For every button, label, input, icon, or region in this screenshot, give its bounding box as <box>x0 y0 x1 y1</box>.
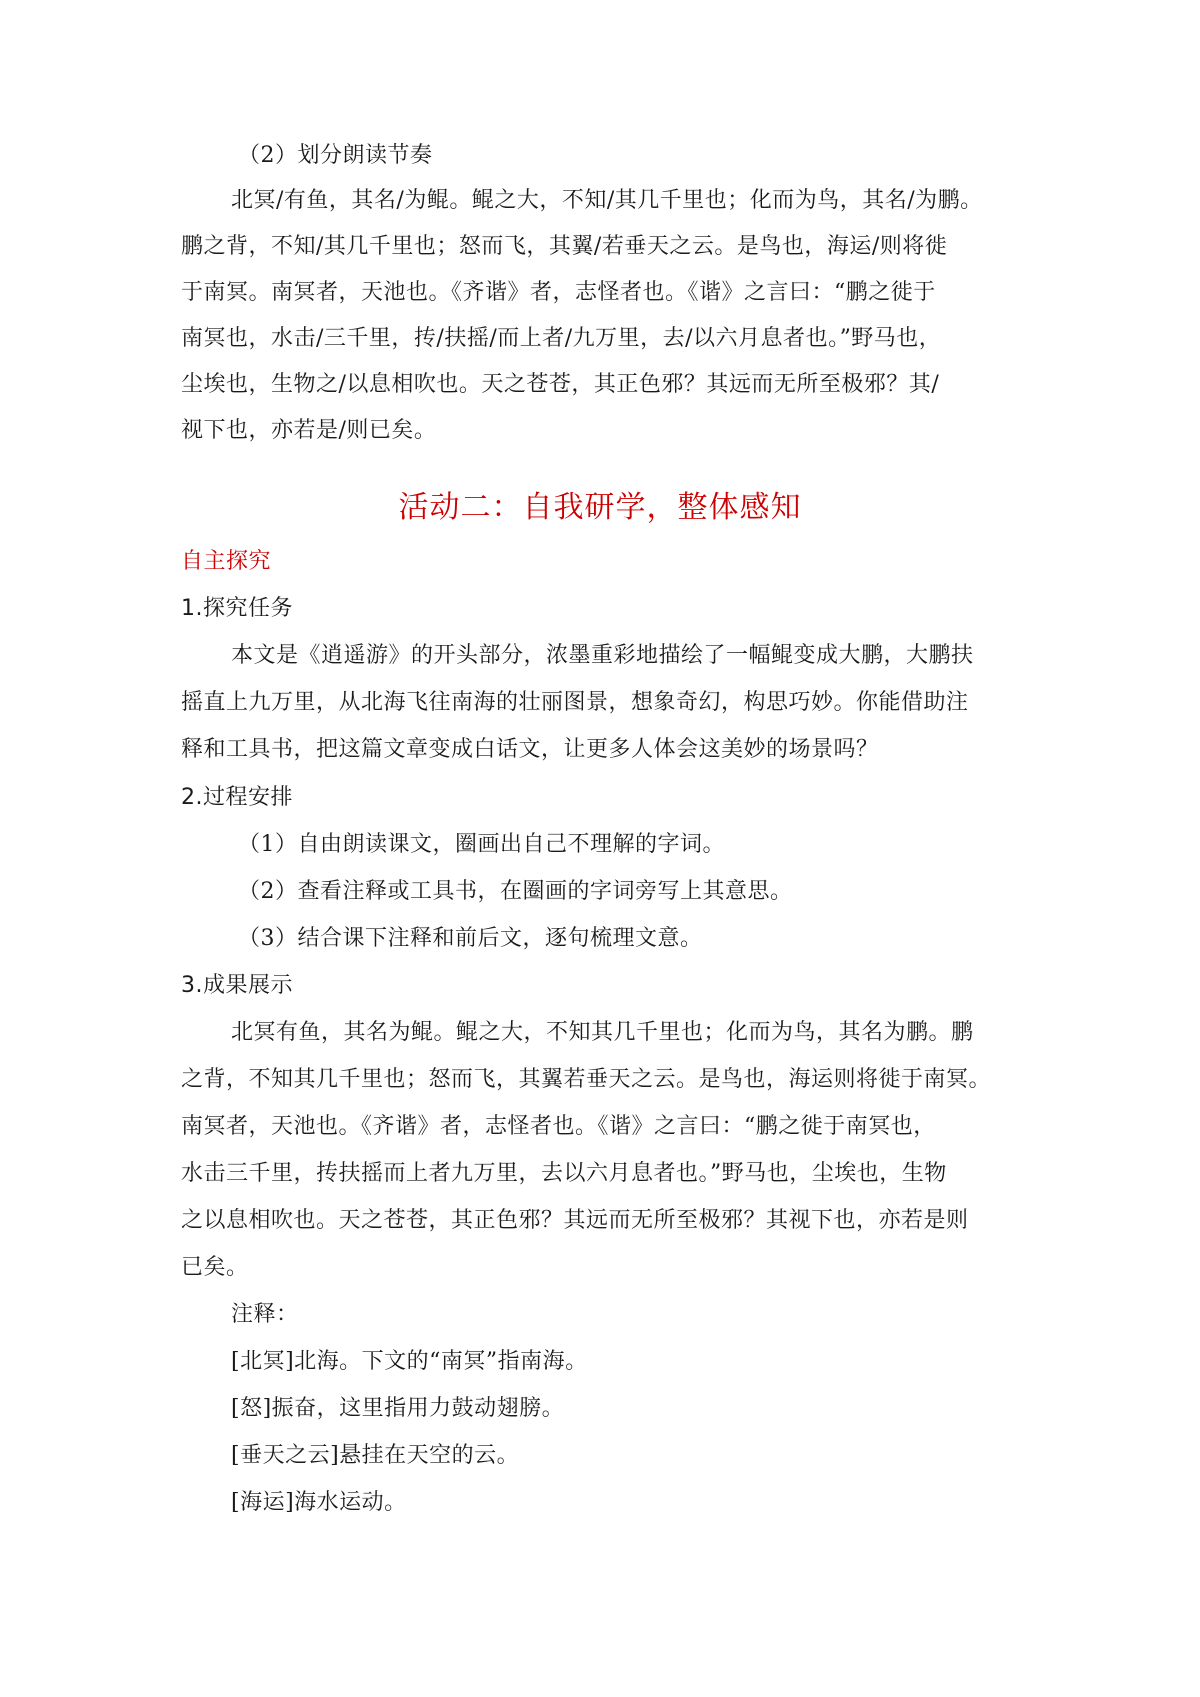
results-line: 已矣。 <box>181 1255 249 1280</box>
activity-title: 活动二：自我研学，整体感知 <box>398 490 802 525</box>
rhythm-line: 视下也，亦若是/则已矣。 <box>181 418 437 443</box>
results-line: 水击三千里，抟扶摇而上者九万里，去以六月息者也。”野马也，尘埃也，生物 <box>181 1161 947 1186</box>
rhythm-line: 于南冥。南冥者，天池也。《齐谐》者，志怪者也。《谐》之言曰：“鹏之徙于 <box>181 280 936 305</box>
process-step: （3）结合课下注释和前后文，逐句梳理文意。 <box>238 926 703 951</box>
results-line: 北冥有鱼，其名为鲲。鲲之大，不知其几千里也；化而为鸟，其名为鹏。鹏 <box>231 1020 974 1045</box>
results-heading: 3.成果展示 <box>181 973 293 998</box>
process-step: （1）自由朗读课文，圈画出自己不理解的字词。 <box>238 832 725 857</box>
results-line: 南冥者，天池也。《齐谐》者，志怪者也。《谐》之言曰：“鹏之徙于南冥也， <box>181 1114 936 1139</box>
task-line: 本文是《逍遥游》的开头部分，浓墨重彩地描绘了一幅鲲变成大鹏，大鹏扶 <box>231 643 974 668</box>
note-item: [北冥]北海。下文的“南冥”指南海。 <box>231 1349 588 1374</box>
results-line: 之以息相吹也。天之苍苍，其正色邪？其远而无所至极邪？其视下也，亦若是则 <box>181 1208 969 1233</box>
task-line: 释和工具书，把这篇文章变成白话文，让更多人体会这美妙的场景吗？ <box>181 737 879 762</box>
process-step: （2）查看注释或工具书，在圈画的字词旁写上其意思。 <box>238 879 793 904</box>
process-heading: 2.过程安排 <box>181 785 293 810</box>
note-item: [海运]海水运动。 <box>231 1490 407 1515</box>
task-heading: 1.探究任务 <box>181 596 293 621</box>
rhythm-line: 尘埃也，生物之/以息相吹也。天之苍苍，其正色邪？其远而无所至极邪？其/ <box>181 372 940 397</box>
note-item: [垂天之云]悬挂在天空的云。 <box>231 1443 520 1468</box>
rhythm-label: （2）划分朗读节奏 <box>238 143 433 168</box>
section-subheading: 自主探究 <box>181 549 272 574</box>
rhythm-line: 北冥/有鱼，其名/为鲲。鲲之大，不知/其几千里也；化而为鸟，其名/为鹏。 <box>231 188 983 213</box>
task-line: 摇直上九万里，从北海飞往南海的壮丽图景，想象奇幻，构思巧妙。你能借助注 <box>181 690 969 715</box>
results-line: 之背，不知其几千里也；怒而飞，其翼若垂天之云。是鸟也，海运则将徙于南冥。 <box>181 1067 992 1092</box>
rhythm-line: 南冥也，水击/三千里，抟/扶摇/而上者/九万里，去/以六月息者也。”野马也， <box>181 326 942 351</box>
rhythm-line: 鹏之背，不知/其几千里也；怒而飞，其翼/若垂天之云。是鸟也，海运/则将徙 <box>181 234 948 259</box>
note-item: [怒]振奋，这里指用力鼓动翅膀。 <box>231 1396 565 1421</box>
notes-label: 注释： <box>231 1302 299 1327</box>
